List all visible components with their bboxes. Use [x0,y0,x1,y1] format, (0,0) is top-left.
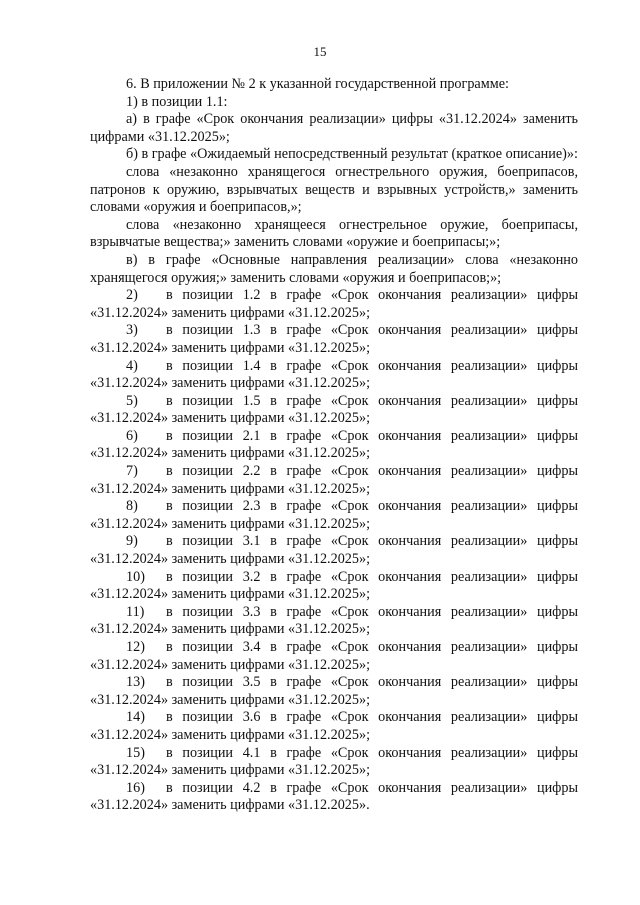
list-item-number: 8) [126,498,138,515]
list-item-first-line [90,287,578,305]
list-item [90,322,578,357]
list-item-continuation: «31.12.2024» заменить цифрами «31.12.2025»; [90,480,371,497]
list-item [90,569,578,604]
list-item-number: 4) [126,357,138,374]
list-item-continuation: «31.12.2024» заменить цифрами «31.12.2025»; [90,375,371,392]
list-item-number: 16) [126,779,145,796]
list-item-text: в позиции 3.1 в графе «Срок окончания реализации» цифры [166,533,578,550]
list-item-first-line [90,322,578,340]
list-item-first-line [90,393,578,411]
list-item [90,428,578,463]
list-item-first-line [90,674,578,692]
list-item-number: 12) [126,639,145,655]
list-item-first-line [90,745,578,763]
list-item-continuation: «31.12.2024» заменить цифрами «31.12.2025»; [90,551,371,568]
list-item [90,393,578,428]
numbered-items-list [90,287,578,815]
paragraph-position-1-1: 1) в позиции 1.1: [126,93,228,110]
paragraph-subitem-a: а) в графе «Срок окончания реализации» цифры «31.12.2024» заменить цифрами «31.12.2025»; [90,111,578,145]
list-item-number: 13) [126,674,145,691]
paragraph-words-replacement-2: слова «незаконно хранящееся огнестрельное оружие, боеприпасы, взрывчатые вещества;» заменить словами «оружие и боеприпасы;»; [90,216,578,251]
list-item-text: в позиции 3.3 в графе «Срок окончания реализации» цифры [166,603,578,620]
list-item-text: в позиции 2.3 в графе «Срок окончания реализации» цифры [166,498,578,515]
list-item-continuation: «31.12.2024» заменить цифрами «31.12.2025»; [90,445,371,462]
list-item-first-line [90,498,578,516]
list-item-number: 9) [126,533,138,550]
list-item-continuation: «31.12.2024» заменить цифрами «31.12.2025». [90,797,370,814]
list-item [90,745,578,780]
list-item-number: 11) [126,603,145,620]
list-item-continuation: «31.12.2024» заменить цифрами «31.12.2025»; [90,691,371,708]
list-item [90,709,578,744]
list-item-text: в позиции 1.3 в графе «Срок окончания реализации» цифры [166,322,578,339]
list-item-first-line [90,780,578,798]
list-item-text: в позиции 3.6 в графе «Срок окончания реализации» цифры [166,709,578,726]
list-item-text: в позиции 4.2 в графе «Срок окончания реализации» цифры [166,779,578,796]
list-item-number: 7) [126,463,138,480]
list-item-number: 15) [126,744,145,761]
list-item-continuation: «31.12.2024» заменить цифрами «31.12.2025»; [90,304,371,321]
list-item-number: 10) [126,568,145,585]
list-item-text: в позиции 2.1 в графе «Срок окончания реализации» цифры [166,427,578,444]
list-item-continuation: «31.12.2024» заменить цифрами «31.12.2025»; [90,621,371,638]
page-number: 15 [313,44,327,59]
list-item-continuation: «31.12.2024» заменить цифрами «31.12.2025»; [90,586,371,603]
list-item-text: в позиции 3.4 в графе «Срок окончания реализации» цифры [166,639,578,655]
list-item-number: 3) [126,322,138,339]
document-body [90,76,578,815]
paragraph-subitem-b: б) в графе «Ожидаемый непосредственный результат (краткое описание)»: [126,146,578,163]
list-item-text: в позиции 1.5 в графе «Срок окончания реализации» цифры [166,392,578,409]
list-item-text: в позиции 2.2 в графе «Срок окончания реализации» цифры [166,463,578,480]
list-item-first-line [90,358,578,376]
paragraph-words-replacement-1: слова «незаконно хранящегося огнестрельного оружия, боеприпасов, патронов к оружию, взрывчатых веществ и взрывных устройств,» заменить словами «оружия и боеприпасов,»; [90,163,578,216]
paragraph-subitem-v: в) в графе «Основные направления реализации» слова «незаконно хранящегося оружия;» заменить словами «оружия и боеприпасов;»; [90,251,578,286]
list-item-text: в позиции 1.4 в графе «Срок окончания реализации» цифры [166,357,578,374]
list-item-continuation: «31.12.2024» заменить цифрами «31.12.2025»; [90,515,371,532]
list-item-text: в позиции 3.2 в графе «Срок окончания реализации» цифры [166,568,578,585]
list-item-continuation: «31.12.2024» заменить цифрами «31.12.2025»; [90,762,371,779]
list-item-text: в позиции 1.2 в графе «Срок окончания реализации» цифры [166,287,578,304]
paragraph-6-heading: 6. В приложении № 2 к указанной государственной программе: [126,76,509,92]
list-item [90,533,578,568]
list-item [90,358,578,393]
list-item-text: в позиции 4.1 в графе «Срок окончания реализации» цифры [166,744,578,761]
list-item-text: в позиции 3.5 в графе «Срок окончания реализации» цифры [166,674,578,691]
list-item-first-line [90,463,578,481]
list-item-number: 6) [126,427,138,444]
list-item-first-line [90,428,578,446]
list-item [90,463,578,498]
list-item [90,498,578,533]
list-item-first-line [90,533,578,551]
list-item-number: 2) [126,287,138,304]
list-item [90,287,578,322]
list-item-first-line [90,709,578,727]
list-item-continuation: «31.12.2024» заменить цифрами «31.12.2025»; [90,656,371,673]
list-item [90,639,578,674]
list-item-continuation: «31.12.2024» заменить цифрами «31.12.2025»; [90,726,371,743]
list-item-continuation: «31.12.2024» заменить цифрами «31.12.2025»; [90,410,371,427]
list-item-first-line [90,569,578,587]
list-item [90,674,578,709]
list-item-first-line [90,604,578,622]
list-item [90,604,578,639]
list-item [90,780,578,815]
list-item-continuation: «31.12.2024» заменить цифрами «31.12.2025»; [90,339,371,356]
list-item-first-line [90,639,578,657]
list-item-number: 5) [126,392,138,409]
list-item-number: 14) [126,709,145,726]
